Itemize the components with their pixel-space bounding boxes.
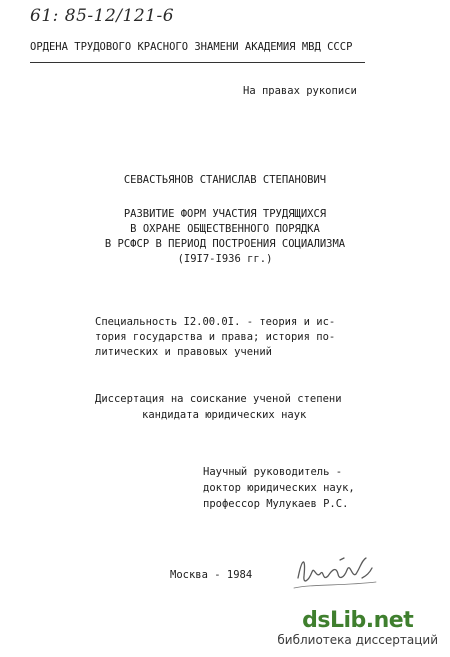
supervisor-line-2: доктор юридических наук, bbox=[203, 482, 355, 494]
title-line-3: В РСФСР В ПЕРИОД ПОСТРОЕНИЯ СОЦИАЛИЗМА bbox=[104, 238, 346, 250]
place-and-year: Москва - 1984 bbox=[170, 569, 253, 581]
specialty-line-2: тория государства и права; история по- bbox=[95, 331, 336, 343]
dslib-subtitle: библиотека диссертаций bbox=[277, 633, 438, 647]
specialty-line-1: Специальность I2.00.0I. - теория и ис- bbox=[95, 316, 336, 328]
dslib-logo: dsLib.net bbox=[302, 608, 414, 633]
header-divider bbox=[30, 62, 365, 63]
dissertation-line-1: Диссертация на соискание ученой степени bbox=[95, 393, 342, 405]
title-line-2: В ОХРАНЕ ОБЩЕСТВЕННОГО ПОРЯДКА bbox=[130, 223, 320, 235]
supervisor-line-3: профессор Мулукаев Р.С. bbox=[203, 498, 349, 510]
handwritten-shelfmark: 61: 85-12/121-6 bbox=[30, 6, 175, 26]
dissertation-line-2: кандидата юридических наук bbox=[142, 409, 307, 421]
handwritten-signature bbox=[292, 548, 382, 596]
dslib-watermark bbox=[277, 609, 438, 647]
manuscript-rights-note: На правах рукописи bbox=[243, 85, 357, 97]
specialty-line-3: литических и правовых учений bbox=[95, 346, 273, 358]
author-name: СЕВАСТЬЯНОВ СТАНИСЛАВ СТЕПАНОВИЧ bbox=[123, 174, 327, 186]
institution-name: ОРДЕНА ТРУДОВОГО КРАСНОГО ЗНАМЕНИ АКАДЕМИЯ МВД СССР bbox=[30, 41, 353, 53]
title-line-4: (I9I7-I936 гг.) bbox=[177, 253, 273, 265]
title-line-1: РАЗВИТИЕ ФОРМ УЧАСТИЯ ТРУДЯЩИХСЯ bbox=[123, 208, 327, 220]
supervisor-line-1: Научный руководитель - bbox=[203, 466, 343, 478]
